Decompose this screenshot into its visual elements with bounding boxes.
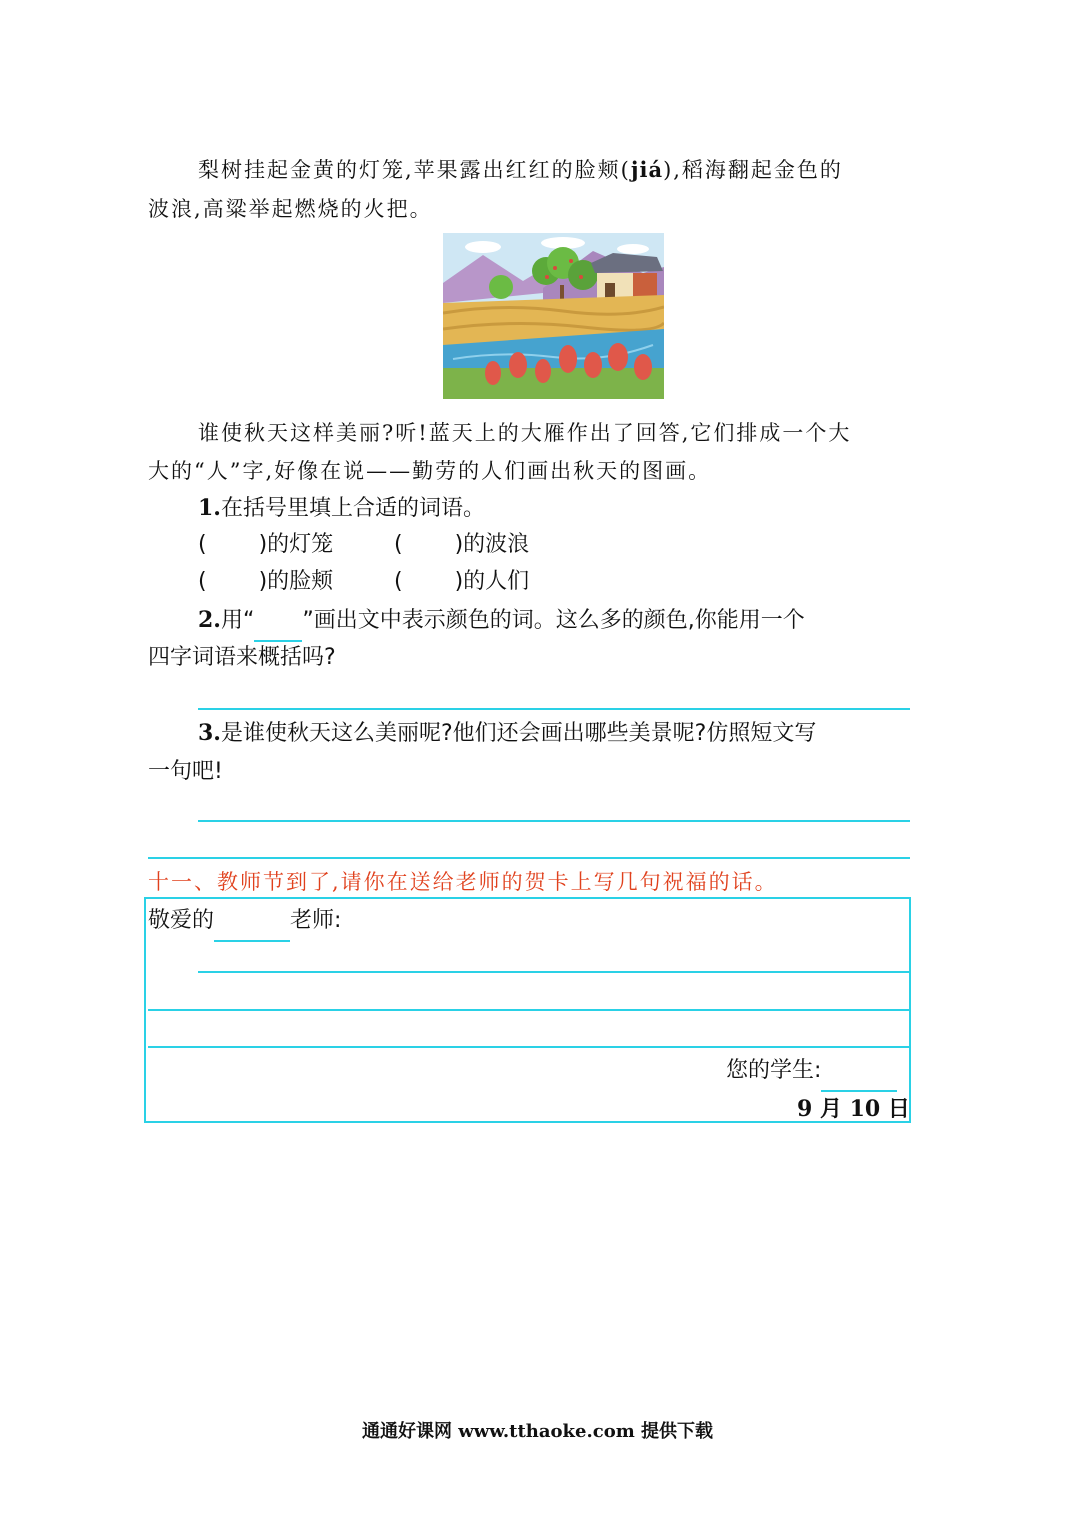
footer: 通通好课网 www.tthaoke.com 提供下载 <box>361 1421 714 1442</box>
fill-label: )的波浪 <box>454 532 530 557</box>
passage-line-2: 波浪,高粱举起燃烧的火把。 <box>148 197 433 221</box>
fill-item[interactable] <box>394 526 529 564</box>
fill-open: ( <box>198 532 207 557</box>
passage-text: 梨树挂起金黄的灯笼,苹果露出红红的脸颊( <box>198 158 631 182</box>
answer-line[interactable] <box>198 820 910 822</box>
card-date: 9 月 10 日 <box>797 1096 910 1122</box>
card-signature <box>726 1052 897 1092</box>
answer-line[interactable] <box>198 708 910 710</box>
question-3 <box>198 714 816 753</box>
question-text: 用“ <box>220 608 255 633</box>
question-text: 是谁使秋天这么美丽呢?他们还会画出哪些美景呢?仿照短文写 <box>220 721 817 746</box>
fill-item[interactable] <box>394 563 529 601</box>
question-text: 在括号里填上合适的词语。 <box>220 496 485 521</box>
greeting-text: 敬爱的 <box>148 908 215 933</box>
passage-line-1 <box>198 151 843 189</box>
passage-line-3: 谁使秋天这样美丽?听!蓝天上的大雁作出了回答,它们排成一个大 <box>198 421 852 445</box>
fill-item[interactable] <box>198 563 333 601</box>
question-number: 3. <box>198 720 221 746</box>
fill-label: )的脸颊 <box>258 569 334 594</box>
card-greeting <box>148 902 341 942</box>
section-11-title: 十一、教师节到了,请你在送给老师的贺卡上写几句祝福的话。 <box>148 870 778 894</box>
signature-label: 您的学生: <box>726 1058 822 1083</box>
question-2-line-2: 四字词语来概括吗? <box>148 645 336 670</box>
question-number: 2. <box>198 607 221 633</box>
fill-open: ( <box>394 569 403 594</box>
question-2 <box>198 601 805 642</box>
autumn-landscape-illustration <box>443 233 664 399</box>
question-text: ”画出文中表示颜色的词。这么多的颜色,你能用一个 <box>302 608 805 633</box>
greeting-text: 老师: <box>290 908 342 933</box>
answer-line[interactable] <box>148 857 910 859</box>
card-line[interactable] <box>198 971 910 973</box>
passage-text: ),稻海翻起金色的 <box>663 158 843 182</box>
fill-label: )的灯笼 <box>258 532 334 557</box>
student-name-blank[interactable] <box>821 1052 897 1092</box>
fill-item[interactable] <box>198 526 333 564</box>
fill-open: ( <box>198 569 207 594</box>
question-1 <box>198 489 485 528</box>
question-number: 1. <box>198 495 221 521</box>
card-line[interactable] <box>148 1009 910 1011</box>
card-line[interactable] <box>148 1046 910 1048</box>
fill-label: )的人们 <box>454 569 530 594</box>
illustration-svg <box>443 233 664 399</box>
question-3-line-2: 一句吧! <box>148 759 223 784</box>
passage-line-4: 大的“人”字,好像在说——勤劳的人们画出秋天的图画。 <box>148 459 712 483</box>
teacher-name-blank[interactable] <box>214 902 290 942</box>
fill-open: ( <box>394 532 403 557</box>
pinyin: jiá <box>630 157 664 182</box>
underline-sample <box>254 602 302 642</box>
